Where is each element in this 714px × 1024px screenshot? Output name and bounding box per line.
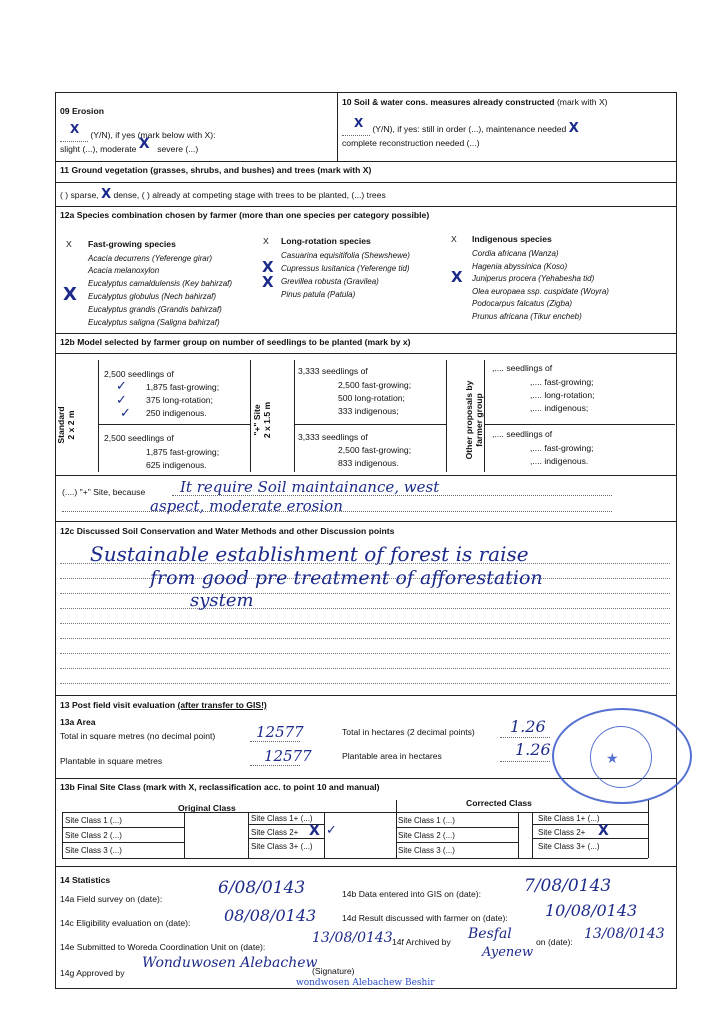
site-class-cell: Site Class 3+ (...) (538, 842, 600, 851)
fast-item: Eucalyptus grandis (Grandis bahirzaf) (88, 305, 222, 314)
other-b-line: ,.... seedlings of (492, 429, 553, 439)
erosion-yn-label: (Y/N), if yes (mark below with X): (90, 130, 216, 140)
erosion-moderate-mark: X (138, 136, 150, 152)
statistics-title: 14 Statistics (60, 875, 111, 885)
plus-a-line: 333 indigenous; (338, 406, 399, 416)
check-mark: ✓ (116, 393, 127, 408)
site-class-corr-mark: X (598, 823, 609, 839)
rotation-item: Casuarina equisitifolia (Shewshewe) (281, 251, 410, 260)
eligibility-label: 14c Eligibility evaluation on (date): (60, 918, 191, 928)
other-a-line: ,.... long-rotation; (530, 390, 595, 400)
discussion-handwriting: Sustainable establishment of forest is raise (90, 542, 529, 566)
site-class-cell: Site Class 2 (...) (398, 831, 455, 840)
site-class-cell: Site Class 2+ (538, 828, 586, 837)
vegetation-row (60, 189, 386, 201)
because-label: (....) "+" Site, because (62, 487, 146, 497)
erosion-yn-mark: X (70, 122, 80, 136)
because-handwriting: It require Soil maintainance, west (180, 478, 440, 496)
erosion-moderate: moderate (100, 144, 137, 154)
divider (55, 353, 676, 354)
plantable-sqm-value: 12577 (264, 747, 312, 765)
archived-date-value: 13/08/0143 (584, 926, 665, 942)
fast-mark: X (63, 284, 77, 305)
eligibility-value: 08/08/0143 (224, 906, 317, 925)
other-proposals-label: Other proposals by farmer group (464, 380, 484, 460)
dotted-line (60, 638, 670, 639)
dotted-line (60, 668, 670, 669)
field-survey-value: 6/08/0143 (218, 878, 306, 898)
std-b-line: 2,500 seedlings of (104, 433, 174, 443)
rotation-heading: Long-rotation species (281, 236, 371, 246)
archived-value: Besfal (468, 926, 512, 942)
site-class-cell: Site Class 1 (...) (65, 816, 122, 825)
erosion-degree-row (60, 136, 199, 155)
total-sqm-label: Total in square metres (no decimal point) (60, 731, 216, 741)
signature-label: (Signature) (312, 966, 355, 976)
rotation-item: Cupressus lusitanica (Yeferenge tid) (281, 264, 410, 273)
soil-water-yn-row (342, 116, 579, 136)
area-title: 13a Area (60, 717, 96, 727)
indigenous-heading: Indigenous species (472, 234, 552, 244)
dotted-line (60, 683, 670, 684)
total-sqm-value: 12577 (256, 723, 304, 741)
divider (55, 866, 676, 867)
total-ha-label: Total in hectares (2 decimal points) (342, 727, 475, 737)
indigenous-item: Hagenia abyssinica (Koso) (472, 262, 568, 271)
check-mark: ✓ (326, 823, 337, 838)
std-a-line: 1,875 fast-growing; (146, 382, 220, 392)
corrected-class-heading: Corrected Class (466, 798, 532, 808)
indigenous-mark: X (451, 268, 463, 286)
species-col-x: X (263, 236, 269, 246)
std-b-line: 1,875 fast-growing; (146, 447, 220, 457)
approved-label: 14g Approved by (60, 968, 125, 978)
site-class-cell: Site Class 2 (...) (65, 831, 122, 840)
site-class-cell: Site Class 3+ (...) (251, 842, 313, 851)
site-class-cell: Site Class 1 (...) (398, 816, 455, 825)
fast-item: Acacia decurrens (Yeferenge girar) (88, 254, 213, 263)
archived-value-2: Ayenew (482, 945, 534, 960)
soil-water-title: 10 Soil & water cons. measures already constructed (342, 97, 555, 107)
stamp-inner-ring (590, 726, 652, 788)
fast-heading: Fast-growing species (88, 239, 176, 249)
soil-water-yn-mark: X (354, 116, 364, 130)
soil-water-complete: complete reconstruction needed (...) (342, 138, 480, 148)
site-class-title: 13b Final Site Class (mark with X, reclassification acc. to point 10 and manual) (60, 782, 380, 792)
model-title: 12b Model selected by farmer group on number of seedlings to be planted (mark by x) (60, 337, 411, 347)
erosion-severe: severe (...) (157, 144, 199, 154)
rotation-mark: X (262, 273, 274, 291)
species-col-x: X (451, 234, 457, 244)
indigenous-item: Juniperus procera (Yehabesha tid) (472, 274, 595, 283)
divider (55, 161, 676, 162)
dotted-line (60, 653, 670, 654)
fast-item: Eucalyptus camaldulensis (Key bahirzaf) (88, 279, 233, 288)
original-class-heading: Original Class (178, 803, 236, 813)
result-value: 10/08/0143 (545, 901, 638, 920)
divider (55, 521, 676, 522)
soil-water-yn-label: (Y/N), if yes: still in order (...), maintenance needed (372, 124, 567, 134)
plantable-ha-label: Plantable area in hectares (342, 751, 442, 761)
divider (337, 92, 338, 161)
because-handwriting: aspect, moderate erosion (150, 497, 343, 515)
divider (55, 695, 676, 696)
dotted-line (60, 593, 670, 594)
vegetation-sparse: ( ) sparse, (60, 190, 99, 200)
post-field-title-note: (after transfer to GIS!) (177, 700, 267, 710)
vegetation-rest: ) already at competing stage with trees to be planted, (...) trees (146, 190, 386, 200)
other-a-line: ,.... indigenous; (530, 403, 589, 413)
gis-value: 7/08/0143 (524, 876, 612, 896)
discussion-handwriting: from good pre treatment of afforestation (150, 567, 543, 589)
std-a-line: 375 long-rotation; (146, 395, 213, 405)
erosion-title: 09 Erosion (60, 106, 104, 116)
post-field-title-row (60, 700, 267, 711)
divider (55, 333, 676, 334)
soil-water-title-note: (mark with X) (556, 97, 608, 107)
site-class-orig-mark: X (309, 823, 320, 839)
std-a-line: 250 indigenous. (146, 408, 207, 418)
check-mark: ✓ (116, 379, 127, 394)
rotation-item: Pinus patula (Patula) (281, 290, 356, 299)
plus-a-line: 3,333 seedlings of (298, 366, 368, 376)
dotted-line (60, 623, 670, 624)
vegetation-dense-mark: X (101, 187, 112, 202)
std-a-line: 2,500 seedlings of (104, 369, 174, 379)
vegetation-title: 11 Ground vegetation (grasses, shrubs, and bushes) and trees (mark with X) (60, 165, 372, 175)
indigenous-item: Podocarpus falcatus (Zigba) (472, 299, 573, 308)
divider (55, 475, 676, 476)
discussion-title: 12c Discussed Soil Conservation and Water Methods and other Discussion points (60, 526, 395, 536)
other-b-line: ,.... indigenous. (530, 456, 589, 466)
divider (55, 206, 676, 207)
plus-a-line: 500 long-rotation; (338, 393, 405, 403)
other-a-line: ,.... fast-growing; (530, 377, 594, 387)
rotation-mark: X (262, 258, 274, 276)
plus-b-line: 3,333 seedlings of (298, 432, 368, 442)
species-col-x: X (66, 239, 72, 249)
star-icon: ★ (606, 750, 619, 766)
indigenous-item: Cordia africana (Wanza) (472, 249, 559, 258)
dotted-line (250, 765, 300, 766)
std-b-line: 625 indigenous. (146, 460, 207, 470)
dotted-line (60, 608, 670, 609)
divider (55, 182, 676, 183)
species-title: 12a Species combination chosen by farmer (more than one species per category possible) (60, 210, 430, 220)
check-mark: ✓ (120, 406, 131, 421)
official-stamp (552, 708, 692, 804)
field-survey-label: 14a Field survey on (date): (60, 894, 163, 904)
indigenous-item: Prunus africana (Tikur encheb) (472, 312, 582, 321)
plantable-sqm-label: Plantable in square metres (60, 756, 163, 766)
dotted-line (250, 741, 300, 742)
plus-b-line: 833 indigenous. (338, 458, 399, 468)
fast-item: Eucalyptus saligna (Saligna bahirzaf) (88, 318, 220, 327)
gis-label: 14b Data entered into GIS on (date): (342, 889, 482, 899)
archived-label: 14f Archived by (392, 937, 451, 947)
plantable-ha-value: 1.26 (515, 740, 551, 759)
woreda-label: 14e Submitted to Woreda Coordination Unit on (date): (60, 942, 266, 952)
indigenous-item: Olea europaea ssp. cuspidate (Woyra) (472, 287, 609, 296)
site-class-cell: Site Class 3 (...) (65, 846, 122, 855)
dotted-line (500, 737, 550, 738)
fast-item: Acacia melanoxylon (88, 266, 160, 275)
other-a-line: ,.... seedlings of (492, 363, 553, 373)
site-class-cell: Site Class 1+ (...) (251, 814, 313, 823)
post-field-title: 13 Post field visit evaluation (60, 700, 176, 710)
total-ha-value: 1.26 (510, 717, 546, 736)
result-label: 14d Result discussed with farmer on (date): (342, 913, 508, 923)
site-class-cell: Site Class 2+ (251, 828, 299, 837)
standard-label: Standard 2 x 2 m (56, 406, 76, 444)
erosion-yn-row (60, 122, 216, 142)
soil-water-title-row (342, 97, 608, 108)
soil-water-maintenance-mark: X (568, 121, 579, 136)
discussion-handwriting: system (190, 590, 254, 611)
plus-b-line: 2,500 fast-growing; (338, 445, 412, 455)
approved-value: Wonduwosen Alebachew (142, 955, 318, 971)
site-class-cell: Site Class 3 (...) (398, 846, 455, 855)
site-class-cell: Site Class 1+ (...) (538, 814, 600, 823)
woreda-value: 13/08/0143 (312, 930, 393, 946)
dotted-line (500, 761, 550, 762)
signature-stamp-name: wondwosen Alebachew Beshir (296, 978, 435, 988)
erosion-slight: slight (...), (60, 144, 98, 154)
rotation-item: Grevillea robusta (Gravilea) (281, 277, 379, 286)
fast-item: Eucalyptus globulus (Nech bahirzaf) (88, 292, 217, 301)
vegetation-dense: dense, ( (113, 190, 145, 200)
plus-site-label: "+" Site 2 x 1.5 m (252, 401, 272, 439)
plus-a-line: 2,500 fast-growing; (338, 380, 412, 390)
archived-date-label: on (date): (536, 937, 573, 947)
other-b-line: ,.... fast-growing; (530, 443, 594, 453)
